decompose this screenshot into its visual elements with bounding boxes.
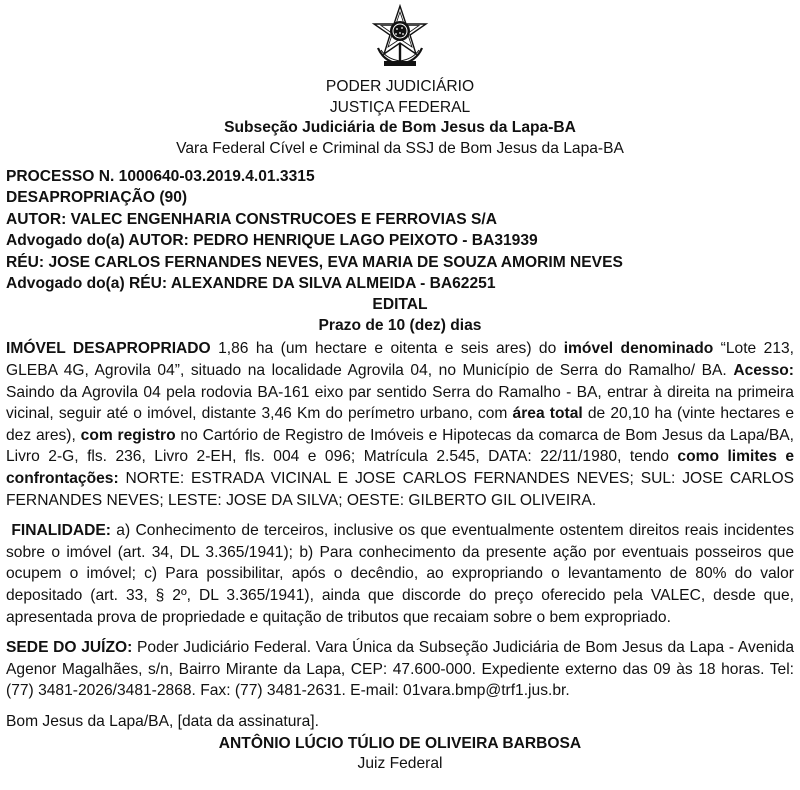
property-paragraph xyxy=(6,338,794,511)
property-bold-4: com registro xyxy=(80,426,176,444)
header-line-4: Vara Federal Cível e Criminal da SSJ de Bom Jesus da Lapa-BA xyxy=(176,139,624,157)
case-block xyxy=(6,166,794,294)
edital-page xyxy=(0,4,800,790)
property-text-3: Saindo da Agrovila 04 pela rodovia BA-161 eixo par sentido Serra do Ramalho - BA, entrar à direita na primeira vicinal, seguir até o imóvel, distante 3,46 Km do perímetro urbano, com xyxy=(6,383,794,423)
property-bold-3: área total xyxy=(512,405,583,423)
property-text-6: NORTE: ESTRADA VICINAL E JOSE CARLOS FERNANDES NEVES; SUL: JOSE CARLOS FERNANDES NEVES; LESTE: JOSE DA SILVA; OESTE: GILBERTO GIL OLIVEIRA. xyxy=(6,470,794,509)
court-header xyxy=(6,77,794,159)
header-line-1: PODER JUDICIÁRIO xyxy=(325,78,475,95)
property-label: IMÓVEL DESAPROPRIADO xyxy=(6,340,211,358)
place-date: Bom Jesus da Lapa/BA, [data da assinatura]. xyxy=(6,712,319,730)
signature-block xyxy=(6,734,794,774)
property-text-2: “Lote 213, GLEBA 4G, Agrovila 04”, situado na localidade Agrovila 04, no Município de Serra do Ramalho/ BA. xyxy=(6,340,794,380)
edital-heading xyxy=(6,295,794,336)
case-class: DESAPROPRIAÇÃO (90) xyxy=(6,189,188,207)
property-text-5: no Cartório de Registro de Imóveis e Hipotecas da comarca de Bom Jesus da Lapa/BA, Livro 2-G, fls. 236, Livro 2-EH, fls. 004 e 096; Matrícula 2.545, DATA: 22/11/1980, tendo xyxy=(6,426,794,466)
case-defendant-lawyer: Advogado do(a) RÉU: ALEXANDRE DA SILVA ALMEIDA - BA62251 xyxy=(6,275,496,293)
case-plaintiff-lawyer: Advogado do(a) AUTOR: PEDRO HENRIQUE LAGO PEIXOTO - BA31939 xyxy=(6,232,538,250)
edital-deadline: Prazo de 10 (dez) dias xyxy=(318,316,482,334)
edital-title: EDITAL xyxy=(372,296,428,314)
purpose-label: FINALIDADE: xyxy=(11,522,111,540)
property-text-4: de 20,10 ha (vinte hectares e dez ares), xyxy=(6,405,794,444)
purpose-paragraph xyxy=(6,520,794,628)
property-bold-2: Acesso: xyxy=(733,362,794,380)
judge-role: Juiz Federal xyxy=(357,754,443,772)
brazil-coat-of-arms-icon xyxy=(370,4,430,68)
court-seat-text: Poder Judiciário Federal. Vara Única da Subseção Judiciária de Bom Jesus da Lapa - Avenida Agenor Magalhães, s/n, Bairro Mirante da Lapa, CEP: 47.600-000. Expediente externo das 09 às 18 horas. Tel: (77) 3481-2026/3481-2868. Fax: (77) 3481-2631. E-mail: 01vara.bmp@trf1.jus.br. xyxy=(6,639,794,700)
header-line-2: JUSTIÇA FEDERAL xyxy=(329,98,471,116)
court-seat-label: SEDE DO JUÍZO: xyxy=(6,639,133,657)
purpose-text: a) Conhecimento de terceiros, inclusive os que eventualmente ostentem direitos reais incidentes sobre o imóvel (art. 34, DL 3.365/1941); b) Para conhecimento da presente ação por eventuais posseiros que ocupem o imóvel; c) Para possibilitar, após o decêndio, ao expropriando o levantamento de 80% do valor depositado (art. 33, § 2º, DL 3.365/1941), ainda que discorde do preço oferecido pela VALEC, desde que, apresentada prova de propriedade e quitação de tributos que recaiam sobre o bem expropriado. xyxy=(6,522,794,626)
case-plaintiff: AUTOR: VALEC ENGENHARIA CONSTRUCOES E FERROVIAS S/A xyxy=(6,210,497,228)
property-bold-5: como limites e confrontações: xyxy=(6,448,795,487)
judge-name: ANTÔNIO LÚCIO TÚLIO DE OLIVEIRA BARBOSA xyxy=(218,734,582,752)
case-number: PROCESSO N. 1000640-03.2019.4.01.3315 xyxy=(6,168,315,185)
property-text-1: 1,86 ha (um hectare e oitenta e seis ares) do xyxy=(210,340,564,358)
header-line-3: Subseção Judiciária de Bom Jesus da Lapa-BA xyxy=(224,119,576,136)
case-defendant: RÉU: JOSE CARLOS FERNANDES NEVES, EVA MARIA DE SOUZA AMORIM NEVES xyxy=(6,253,623,271)
property-bold-1: imóvel denominado xyxy=(563,340,714,358)
court-seat-paragraph xyxy=(6,637,794,702)
